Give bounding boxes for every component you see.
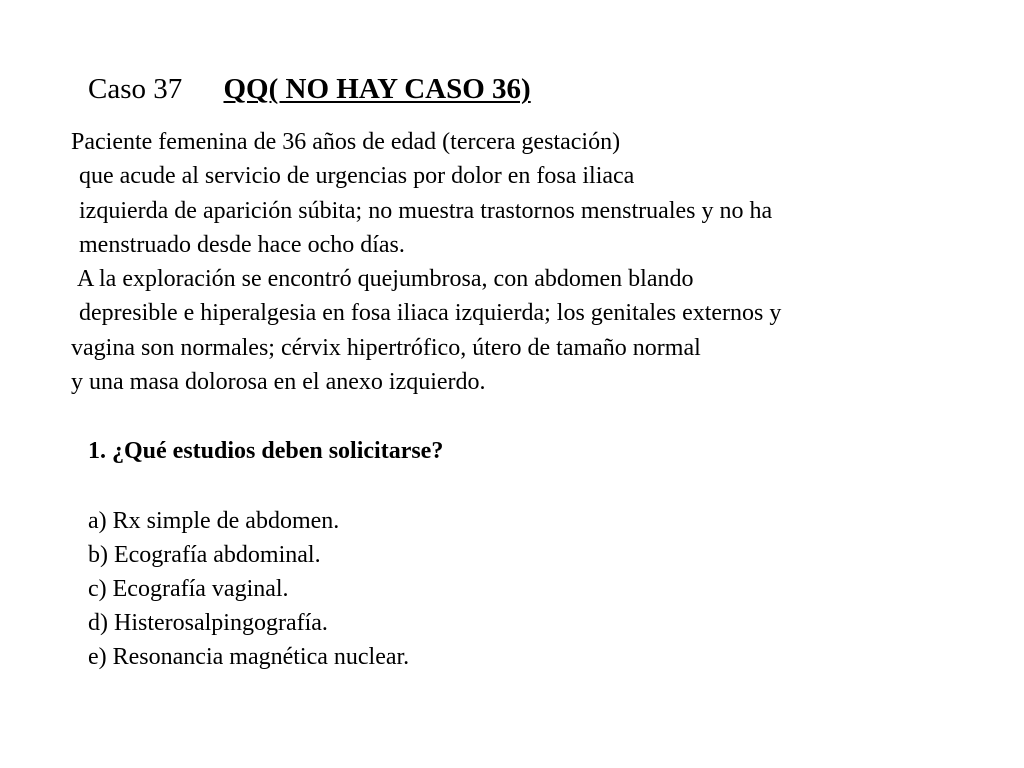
option-e: e) Resonancia magnética nuclear. xyxy=(88,644,410,670)
case-line: y una masa dolorosa en el anexo izquierdo. xyxy=(71,369,486,395)
case-note-heading: QQ( NO HAY CASO 36) xyxy=(223,73,531,105)
case-line: Paciente femenina de 36 años de edad (tercera gestación) xyxy=(71,129,621,155)
case-line: izquierda de aparición súbita; no muestra trastornos menstruales y no ha xyxy=(79,198,773,224)
option-a: a) Rx simple de abdomen. xyxy=(88,508,340,534)
case-line: menstruado desde hace ocho días. xyxy=(79,232,405,258)
question-heading: 1. ¿Qué estudios deben solicitarse? xyxy=(88,438,444,464)
option-c: c) Ecografía vaginal. xyxy=(88,576,289,602)
case-line: vagina son normales; cérvix hipertrófico, útero de tamaño normal xyxy=(71,335,701,361)
case-line: A la exploración se encontró quejumbrosa, con abdomen blando xyxy=(77,266,694,292)
option-b: b) Ecografía abdominal. xyxy=(88,542,321,568)
slide-title xyxy=(88,71,531,107)
case-number-label: Caso 37 xyxy=(88,73,183,105)
case-line: depresible e hiperalgesia en fosa iliaca izquierda; los genitales externos y xyxy=(79,300,782,326)
option-d: d) Histerosalpingografía. xyxy=(88,610,328,636)
case-line: que acude al servicio de urgencias por dolor en fosa iliaca xyxy=(79,163,635,189)
